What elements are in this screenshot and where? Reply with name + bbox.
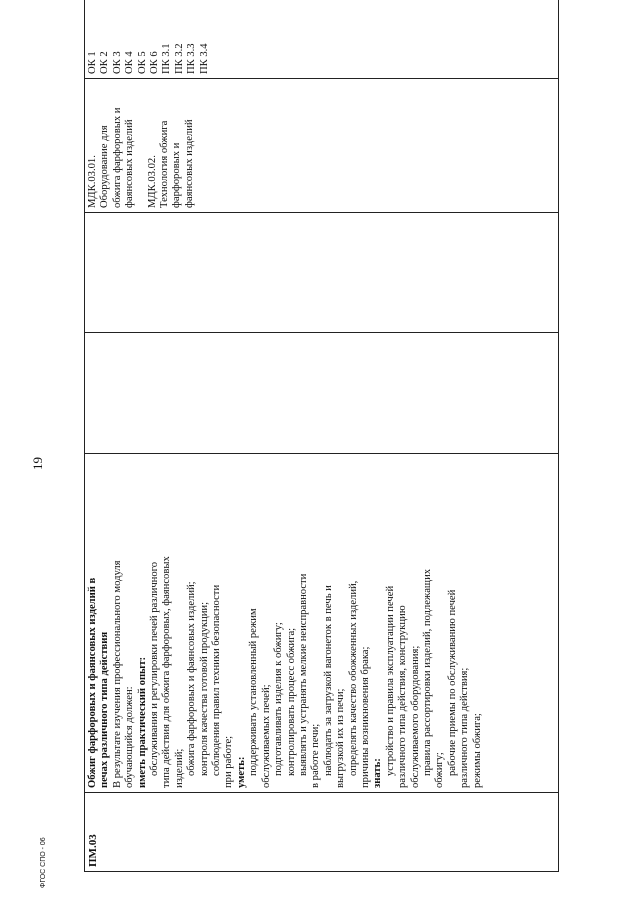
intro-line: обучающийся должен: xyxy=(124,686,136,788)
empty-hours-cell xyxy=(85,333,559,454)
skill-line: определять качество обожженных изделий, xyxy=(347,580,359,776)
knowledge-line: обжигу; xyxy=(434,752,446,788)
competency-item: ОК 3 xyxy=(111,51,123,74)
competency-item: ПК 3.4 xyxy=(198,43,210,74)
skill-line: поддерживать установленный режим xyxy=(248,608,260,776)
mdk-line: фарфоровых и xyxy=(171,142,183,208)
competency-item: ОК 4 xyxy=(124,51,136,74)
practical-line: обслуживания и регулировки печей различного xyxy=(149,561,161,776)
mdk-line: МДК.03.01. xyxy=(87,155,98,208)
skill-line: в работе печи; xyxy=(310,723,322,788)
empty-hours-cell xyxy=(85,213,559,333)
knowledge-line: правила рассортировки изделий, подлежащих xyxy=(421,568,433,776)
knowledge-line: устройство и правила эксплуатации печей xyxy=(384,585,396,776)
knowledge-line: обслуживаемого оборудования; xyxy=(409,645,421,788)
skill-line: выгрузкой их из печи; xyxy=(335,688,347,788)
practical-line: типа действия для обжига фарфоровых, фаянсовых xyxy=(161,556,173,788)
competency-item: ПК 3.1 xyxy=(161,43,173,74)
mdk-02-block xyxy=(147,83,197,208)
mdk-line: фаянсовых изделий xyxy=(183,119,195,208)
page-number: 19 xyxy=(30,457,45,470)
table-row xyxy=(85,0,559,872)
mdk-01-block xyxy=(87,83,137,208)
module-code-cell xyxy=(85,793,559,872)
practical-heading: иметь практический опыт: xyxy=(136,656,148,788)
knowledge-line: различного типа действия; xyxy=(459,667,471,788)
module-title-line: печах различного типа действия xyxy=(99,631,111,788)
knowledge-line: режимы обжига; xyxy=(471,713,483,788)
skill-line: наблюдать за загрузкой вагонеток в печь и xyxy=(322,585,334,776)
mdk-line: обжига фарфоровых и xyxy=(111,107,123,208)
competencies-cell xyxy=(85,0,559,79)
mdk-line: фаянсовых изделий xyxy=(124,119,136,208)
knowledge-line: различного типа действия, конструкцию xyxy=(397,605,409,788)
competency-item: ОК 2 xyxy=(99,51,111,74)
competency-item: ОК 1 xyxy=(87,51,98,74)
practical-line: изделий; xyxy=(173,748,185,788)
competency-item: ПК 3.2 xyxy=(173,43,185,74)
module-table xyxy=(84,0,559,872)
practical-line: контроля качества готовой продукции; xyxy=(198,601,210,776)
mdk-line: МДК.03.02. xyxy=(146,155,158,208)
module-title-line: Обжиг фарфоровых и фаянсовых изделий в xyxy=(87,577,98,788)
mdk-cell xyxy=(85,79,559,213)
practical-line: обжига фарфоровых и фаянсовых изделий; xyxy=(186,581,198,776)
competency-item: ПК 3.3 xyxy=(186,43,198,74)
mdk-line: Технология обжига xyxy=(159,120,171,208)
practical-line: соблюдения правил техники безопасности xyxy=(211,584,223,776)
competency-item: ОК 6 xyxy=(149,51,161,74)
intro-line: В результате изучения профессионального модуля xyxy=(111,560,123,788)
skill-line: контролировать процесс обжига; xyxy=(285,627,297,776)
skills-heading: уметь: xyxy=(235,756,247,788)
module-table-wrapper xyxy=(84,42,559,872)
module-code: ПМ.03 xyxy=(87,834,99,867)
mdk-line: Оборудование для xyxy=(99,125,111,208)
knowledge-line: рабочие приемы по обслуживанию печей xyxy=(446,589,458,776)
module-description-cell xyxy=(85,454,559,793)
skill-line: обслуживаемых печей; xyxy=(260,684,272,788)
practical-line: при работе; xyxy=(223,735,235,788)
knowledge-heading: знать: xyxy=(372,758,384,788)
skill-line: подготавливать изделия к обжигу; xyxy=(273,622,285,776)
skill-line: выявлять и устранять мелкие неисправности xyxy=(297,573,309,776)
skill-line: причины возникновения брака; xyxy=(359,646,371,788)
competency-item: ОК 5 xyxy=(136,51,148,74)
footer-code: ФГОС СПО - 06 xyxy=(40,837,47,888)
